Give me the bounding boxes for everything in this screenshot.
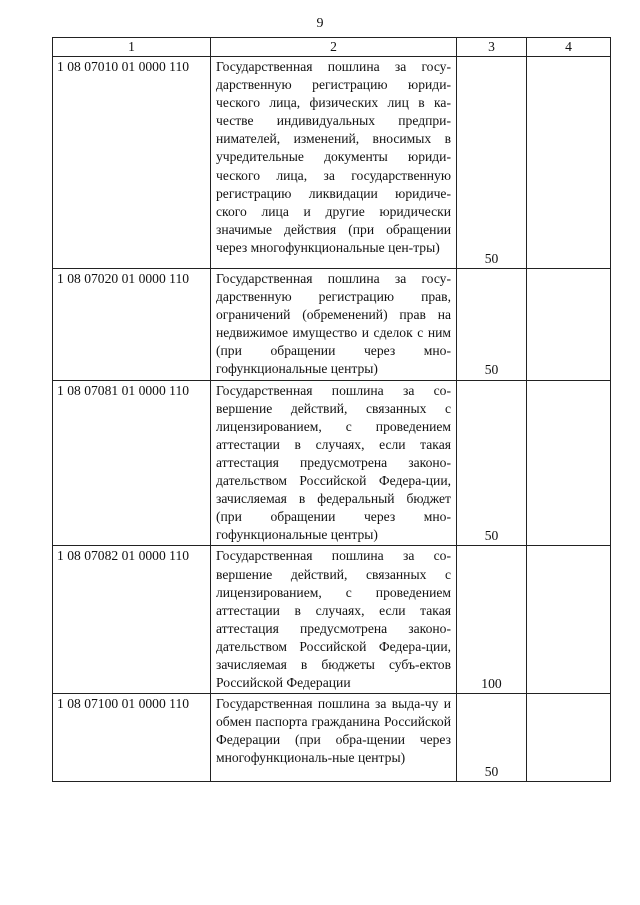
header-col-1: 1 xyxy=(53,38,211,57)
extra-cell xyxy=(527,694,611,782)
fee-name: Государственная пошлина за госу-дарственную регистрацию прав, ограничений (обременений) прав на недвижимое имущество и сделок с ним (при обращении через мно-гофункциональные центры) xyxy=(211,269,457,381)
fee-amount: 50 xyxy=(457,57,527,269)
extra-cell xyxy=(527,57,611,269)
budget-code: 1 08 07082 01 0000 110 xyxy=(53,546,211,694)
extra-cell xyxy=(527,380,611,546)
table-row xyxy=(53,380,611,546)
fee-name: Государственная пошлина за со-вершение действий, связанных с лицензированием, с проведением аттестации в случаях, если такая аттестация предусмотрена законо-дательством Российской Федера-ции, зачисляемая в федеральный бюджет (при обращении через мно-гофункциональные центры) xyxy=(211,380,457,546)
fee-amount: 50 xyxy=(457,380,527,546)
table-row xyxy=(53,694,611,782)
extra-cell xyxy=(527,269,611,381)
page-number: 9 xyxy=(316,16,324,31)
budget-code: 1 08 07010 01 0000 110 xyxy=(53,57,211,269)
fee-amount: 50 xyxy=(457,694,527,782)
fee-name: Государственная пошлина за со-вершение действий, связанных с лицензированием, с проведением аттестации в случаях, если такая аттестация предусмотрена законо-дательством Российской Федера-ции, зачисляемая в бюджеты субъ-ектов Российской Федерации xyxy=(211,546,457,694)
budget-code: 1 08 07081 01 0000 110 xyxy=(53,380,211,546)
header-row xyxy=(53,38,611,57)
header-col-2: 2 xyxy=(211,38,457,57)
budget-code: 1 08 07020 01 0000 110 xyxy=(53,269,211,381)
fee-amount: 100 xyxy=(457,546,527,694)
header-col-4: 4 xyxy=(527,38,611,57)
fee-amount: 50 xyxy=(457,269,527,381)
header-col-3: 3 xyxy=(457,38,527,57)
budget-code: 1 08 07100 01 0000 110 xyxy=(53,694,211,782)
table-row xyxy=(53,57,611,269)
table-row xyxy=(53,546,611,694)
table-row xyxy=(53,269,611,381)
fee-table xyxy=(52,37,611,782)
extra-cell xyxy=(527,546,611,694)
fee-name: Государственная пошлина за выда-чу и обмен паспорта гражданина Российской Федерации (при обра-щении через многофункциональ-ные центры) xyxy=(211,694,457,782)
fee-name: Государственная пошлина за госу-дарственную регистрацию юриди-ческого лица, физических лиц в ка-честве индивидуальных предпри-нимателей, изменений, вносимых в учредительные документы юриди-ческого лица, за государственную регистрацию ликвидации юридиче-ского лица и другие юридически значимые действия (при обращении через многофункциональные цен-тры) xyxy=(211,57,457,269)
